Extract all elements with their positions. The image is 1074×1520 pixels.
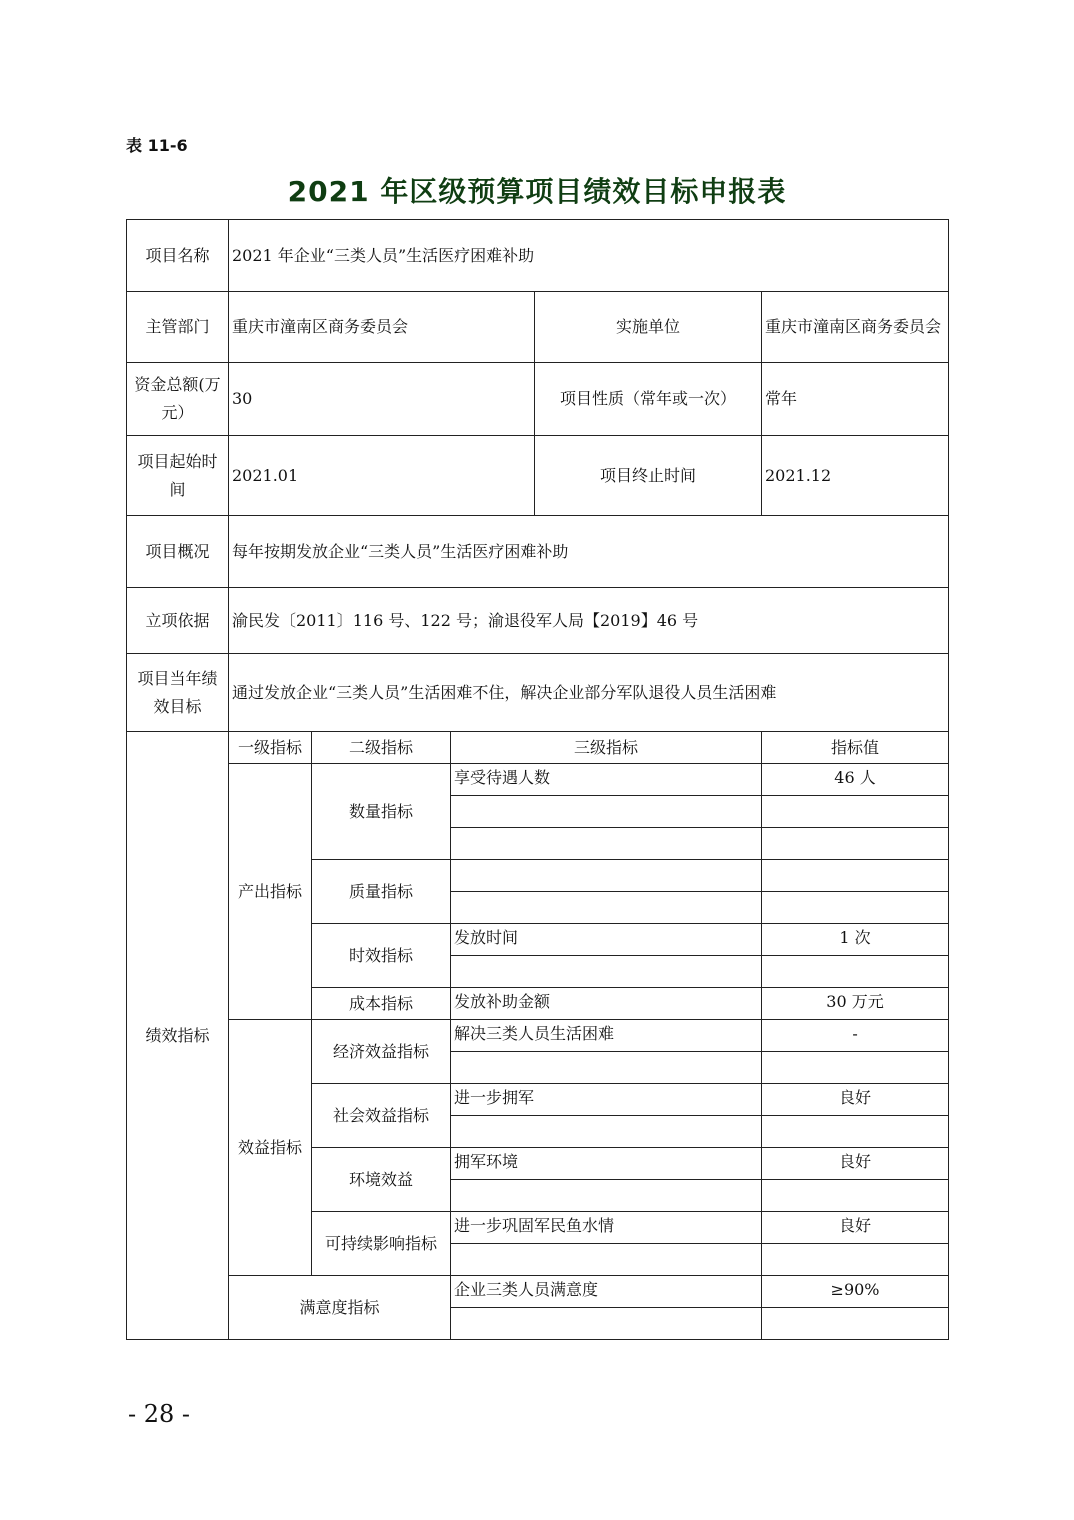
quantity-indicator-label: 数量指标	[312, 764, 451, 860]
empty-cell	[451, 956, 762, 988]
social-item-value: 良好	[762, 1084, 949, 1116]
empty-cell	[451, 1308, 762, 1340]
empty-cell	[451, 1052, 762, 1084]
start-value: 2021.01	[229, 436, 535, 516]
overview-value: 每年按期发放企业“三类人员”生活医疗困难补助	[229, 516, 949, 588]
environment-item-name: 拥军环境	[451, 1148, 762, 1180]
nature-label: 项目性质（常年或一次）	[535, 363, 762, 436]
empty-cell	[451, 1244, 762, 1276]
project-name-value: 2021 年企业“三类人员”生活医疗困难补助	[229, 220, 949, 292]
empty-cell	[762, 892, 949, 924]
empty-cell	[451, 828, 762, 860]
table-row	[127, 1020, 949, 1052]
satisfaction-item-value: ≥90%	[762, 1276, 949, 1308]
basis-value: 渝民发〔2011〕116 号、122 号；渝退役军人局【2019】46 号	[229, 588, 949, 654]
row-basis	[127, 588, 949, 654]
basis-label: 立项依据	[127, 588, 229, 654]
nature-value: 常年	[762, 363, 949, 436]
row-period	[127, 436, 949, 516]
row-project-name	[127, 220, 949, 292]
col-value-header: 指标值	[762, 732, 949, 764]
economic-item-name: 解决三类人员生活困难	[451, 1020, 762, 1052]
timeliness-item-name: 发放时间	[451, 924, 762, 956]
empty-cell	[451, 892, 762, 924]
social-indicator-label: 社会效益指标	[312, 1084, 451, 1148]
overview-label: 项目概况	[127, 516, 229, 588]
row-department	[127, 292, 949, 363]
performance-goal-table	[126, 219, 949, 1340]
end-value: 2021.12	[762, 436, 949, 516]
indicator-header-row	[127, 732, 949, 764]
cost-item-value: 30 万元	[762, 988, 949, 1020]
col-level2-header: 二级指标	[312, 732, 451, 764]
empty-cell	[762, 1244, 949, 1276]
fund-label: 资金总额(万元）	[127, 363, 229, 436]
page-number: - 28 -	[128, 1400, 191, 1428]
fund-value: 30	[229, 363, 535, 436]
economic-indicator-label: 经济效益指标	[312, 1020, 451, 1084]
goal-label: 项目当年绩效目标	[127, 654, 229, 732]
timeliness-indicator-label: 时效指标	[312, 924, 451, 988]
sustain-item-value: 良好	[762, 1212, 949, 1244]
cost-indicator-label: 成本指标	[312, 988, 451, 1020]
project-name-label: 项目名称	[127, 220, 229, 292]
sustain-indicator-label: 可持续影响指标	[312, 1212, 451, 1276]
empty-cell	[451, 1180, 762, 1212]
satisfaction-indicator-label: 满意度指标	[229, 1276, 451, 1340]
page-title: 2021 年区级预算项目绩效目标申报表	[287, 175, 787, 208]
indicators-section-label: 绩效指标	[127, 732, 229, 1340]
empty-cell	[762, 860, 949, 892]
empty-cell	[762, 796, 949, 828]
benefit-indicator-label: 效益指标	[229, 1020, 312, 1276]
impl-label: 实施单位	[535, 292, 762, 363]
dept-label: 主管部门	[127, 292, 229, 363]
col-level1-header: 一级指标	[229, 732, 312, 764]
row-fund	[127, 363, 949, 436]
empty-cell	[451, 860, 762, 892]
social-item-name: 进一步拥军	[451, 1084, 762, 1116]
environment-indicator-label: 环境效益	[312, 1148, 451, 1212]
empty-cell	[762, 956, 949, 988]
quantity-item-value: 46 人	[762, 764, 949, 796]
empty-cell	[762, 828, 949, 860]
end-label: 项目终止时间	[535, 436, 762, 516]
row-goal	[127, 654, 949, 732]
dept-value: 重庆市潼南区商务委员会	[229, 292, 535, 363]
col-level3-header: 三级指标	[451, 732, 762, 764]
table-row	[127, 764, 949, 796]
satisfaction-item-name: 企业三类人员满意度	[451, 1276, 762, 1308]
empty-cell	[451, 796, 762, 828]
empty-cell	[451, 1116, 762, 1148]
empty-cell	[762, 1308, 949, 1340]
output-indicator-label: 产出指标	[229, 764, 312, 1020]
quality-indicator-label: 质量指标	[312, 860, 451, 924]
sustain-item-name: 进一步巩固军民鱼水情	[451, 1212, 762, 1244]
impl-value: 重庆市潼南区商务委员会	[762, 292, 949, 363]
quantity-item-name: 享受待遇人数	[451, 764, 762, 796]
row-overview	[127, 516, 949, 588]
empty-cell	[762, 1116, 949, 1148]
empty-cell	[762, 1180, 949, 1212]
cost-item-name: 发放补助金额	[451, 988, 762, 1020]
economic-item-value: -	[762, 1020, 949, 1052]
table-number: 表 11-6	[126, 136, 188, 155]
timeliness-item-value: 1 次	[762, 924, 949, 956]
environment-item-value: 良好	[762, 1148, 949, 1180]
table-row	[127, 1276, 949, 1308]
start-label: 项目起始时间	[127, 436, 229, 516]
goal-value: 通过发放企业“三类人员”生活困难不住，解决企业部分军队退役人员生活困难	[229, 654, 949, 732]
empty-cell	[762, 1052, 949, 1084]
